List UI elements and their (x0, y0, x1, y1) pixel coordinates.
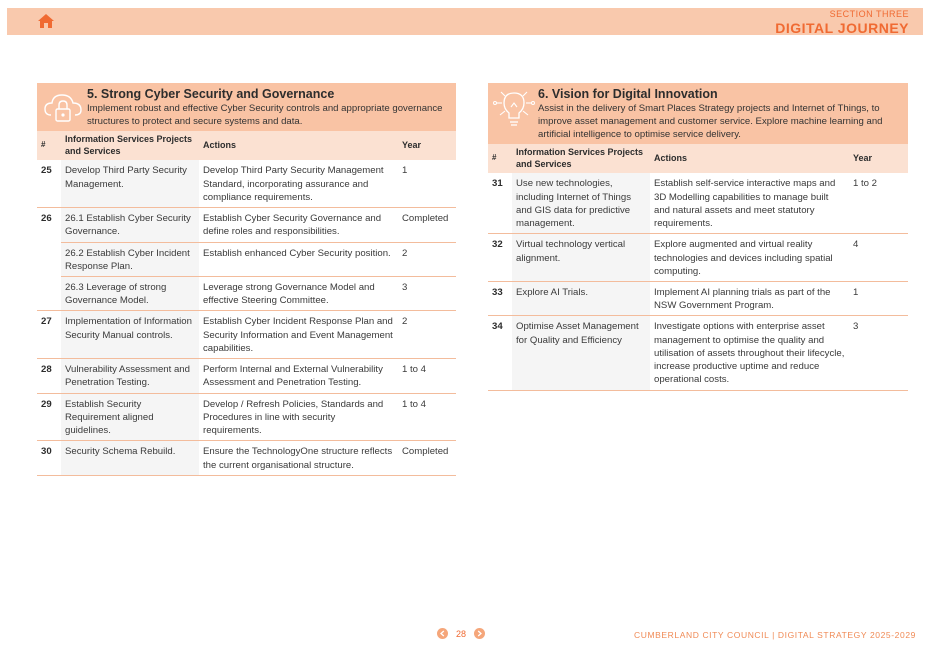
digital-innovation-table (488, 144, 908, 391)
row-action: Develop Third Party Security Management Standard, incorporating assurance and compliance requirements. (199, 160, 398, 207)
row-year: Completed (398, 208, 456, 242)
page-number: 28 (456, 628, 467, 639)
row-year: 2 (398, 242, 456, 276)
row-project: 26.1 Establish Cyber Security Governance. (61, 208, 199, 242)
row-number: 30 (37, 441, 61, 475)
table-row (37, 441, 456, 475)
row-year: 1 to 4 (398, 393, 456, 441)
row-year: 2 (398, 311, 456, 359)
previous-page-button[interactable] (437, 628, 448, 639)
table-row (488, 234, 908, 282)
section-header-bar (7, 8, 923, 35)
document-title: CUMBERLAND CITY COUNCIL | DIGITAL STRATEGY 2025-2029 (633, 630, 916, 640)
panel-header (37, 83, 456, 131)
table-row (488, 282, 908, 316)
row-project: Develop Third Party Security Management. (61, 160, 199, 207)
row-number: 28 (37, 359, 61, 393)
row-number (37, 277, 61, 311)
row-action: Establish self-service interactive maps and 3D Modelling capabilities to manage built and natural assets and meet statutory requirements. (650, 173, 849, 233)
row-number: 25 (37, 160, 61, 207)
panel-header (488, 83, 908, 144)
column-header-projects: Information Services Projects and Services (61, 131, 199, 160)
row-action: Investigate options with enterprise asset management to optimise the quality and utilisation of assets throughout their lifecycle, increase productive uptime and reduce operational costs. (650, 316, 849, 390)
row-year: 1 to 2 (849, 173, 908, 233)
row-project: Establish Security Requirement aligned guidelines. (61, 393, 199, 441)
section-title: DIGITAL JOURNEY (775, 20, 909, 36)
row-year: 1 (849, 282, 908, 316)
row-year: Completed (398, 441, 456, 475)
cyber-security-table (37, 131, 456, 476)
row-year: 3 (398, 277, 456, 311)
row-action: Establish Cyber Incident Response Plan and Security Information and Event Management capabilities. (199, 311, 398, 359)
table-row (37, 277, 456, 311)
row-project: Explore AI Trials. (512, 282, 650, 316)
row-number: 34 (488, 316, 512, 390)
padlock-cloud-icon (41, 85, 85, 129)
row-action: Implement AI planning trials as part of the NSW Government Program. (650, 282, 849, 316)
row-year: 3 (849, 316, 908, 390)
table-row (37, 160, 456, 207)
row-year: 4 (849, 234, 908, 282)
row-project: 26.3 Leverage of strong Governance Model. (61, 277, 199, 311)
row-project: Virtual technology vertical alignment. (512, 234, 650, 282)
next-page-button[interactable] (474, 628, 485, 639)
table-row (37, 311, 456, 359)
row-number: 33 (488, 282, 512, 316)
digital-innovation-panel (488, 83, 908, 391)
panel-description: Implement robust and effective Cyber Security controls and appropriate governance structures to protect and secure systems and data. (87, 102, 443, 127)
panel-title: 6. Vision for Digital Innovation (538, 87, 718, 101)
cyber-security-panel (37, 83, 456, 476)
table-header-row (37, 131, 456, 160)
column-header-actions: Actions (199, 131, 398, 160)
row-action: Perform Internal and External Vulnerability Assessment and Penetration Testing. (199, 359, 398, 393)
row-number: 29 (37, 393, 61, 441)
column-header-num: # (488, 144, 512, 173)
table-row (37, 393, 456, 441)
home-icon[interactable] (37, 13, 55, 29)
row-project: Implementation of Information Security Manual controls. (61, 311, 199, 359)
row-year: 1 to 4 (398, 359, 456, 393)
row-action: Develop / Refresh Policies, Standards and Procedures in line with security requirements. (199, 393, 398, 441)
row-project: Use new technologies, including Internet of Things and GIS data for predictive management. (512, 173, 650, 233)
column-header-projects: Information Services Projects and Services (512, 144, 650, 173)
column-header-year: Year (398, 131, 456, 160)
column-header-actions: Actions (650, 144, 849, 173)
row-action: Explore augmented and virtual reality technologies and devices including spatial computing. (650, 234, 849, 282)
row-action: Ensure the TechnologyOne structure reflects the current organisational structure. (199, 441, 398, 475)
row-action: Leverage strong Governance Model and effective Steering Committee. (199, 277, 398, 311)
section-heading (775, 10, 909, 35)
table-header-row (488, 144, 908, 173)
row-number: 27 (37, 311, 61, 359)
row-year: 1 (398, 160, 456, 207)
section-label: SECTION THREE (829, 9, 909, 19)
pagination (437, 628, 485, 639)
row-number: 32 (488, 234, 512, 282)
row-action: Establish enhanced Cyber Security position. (199, 242, 398, 276)
panel-title: 5. Strong Cyber Security and Governance (87, 87, 335, 101)
column-header-year: Year (849, 144, 908, 173)
table-row (37, 208, 456, 242)
page-footer (0, 620, 930, 660)
row-project: 26.2 Establish Cyber Incident Response Plan. (61, 242, 199, 276)
row-number: 26 (41, 213, 52, 225)
column-header-num: # (37, 131, 61, 160)
row-project: Security Schema Rebuild. (61, 441, 199, 475)
row-number: 31 (488, 173, 512, 233)
panel-description: Assist in the delivery of Smart Places Strategy projects and Internet of Things, to improve asset management and customer service. Explore machine learning and artificial intelligence to optimise service delivery. (538, 102, 883, 140)
lightbulb-network-icon (492, 85, 536, 129)
row-action: Establish Cyber Security Governance and define roles and responsibilities. (199, 208, 398, 242)
table-row (37, 359, 456, 393)
table-row (488, 316, 908, 390)
row-project: Optimise Asset Management for Quality and Efficiency (512, 316, 650, 390)
table-row (37, 242, 456, 276)
table-row (488, 173, 908, 233)
row-number (37, 242, 61, 276)
row-project: Vulnerability Assessment and Penetration Testing. (61, 359, 199, 393)
